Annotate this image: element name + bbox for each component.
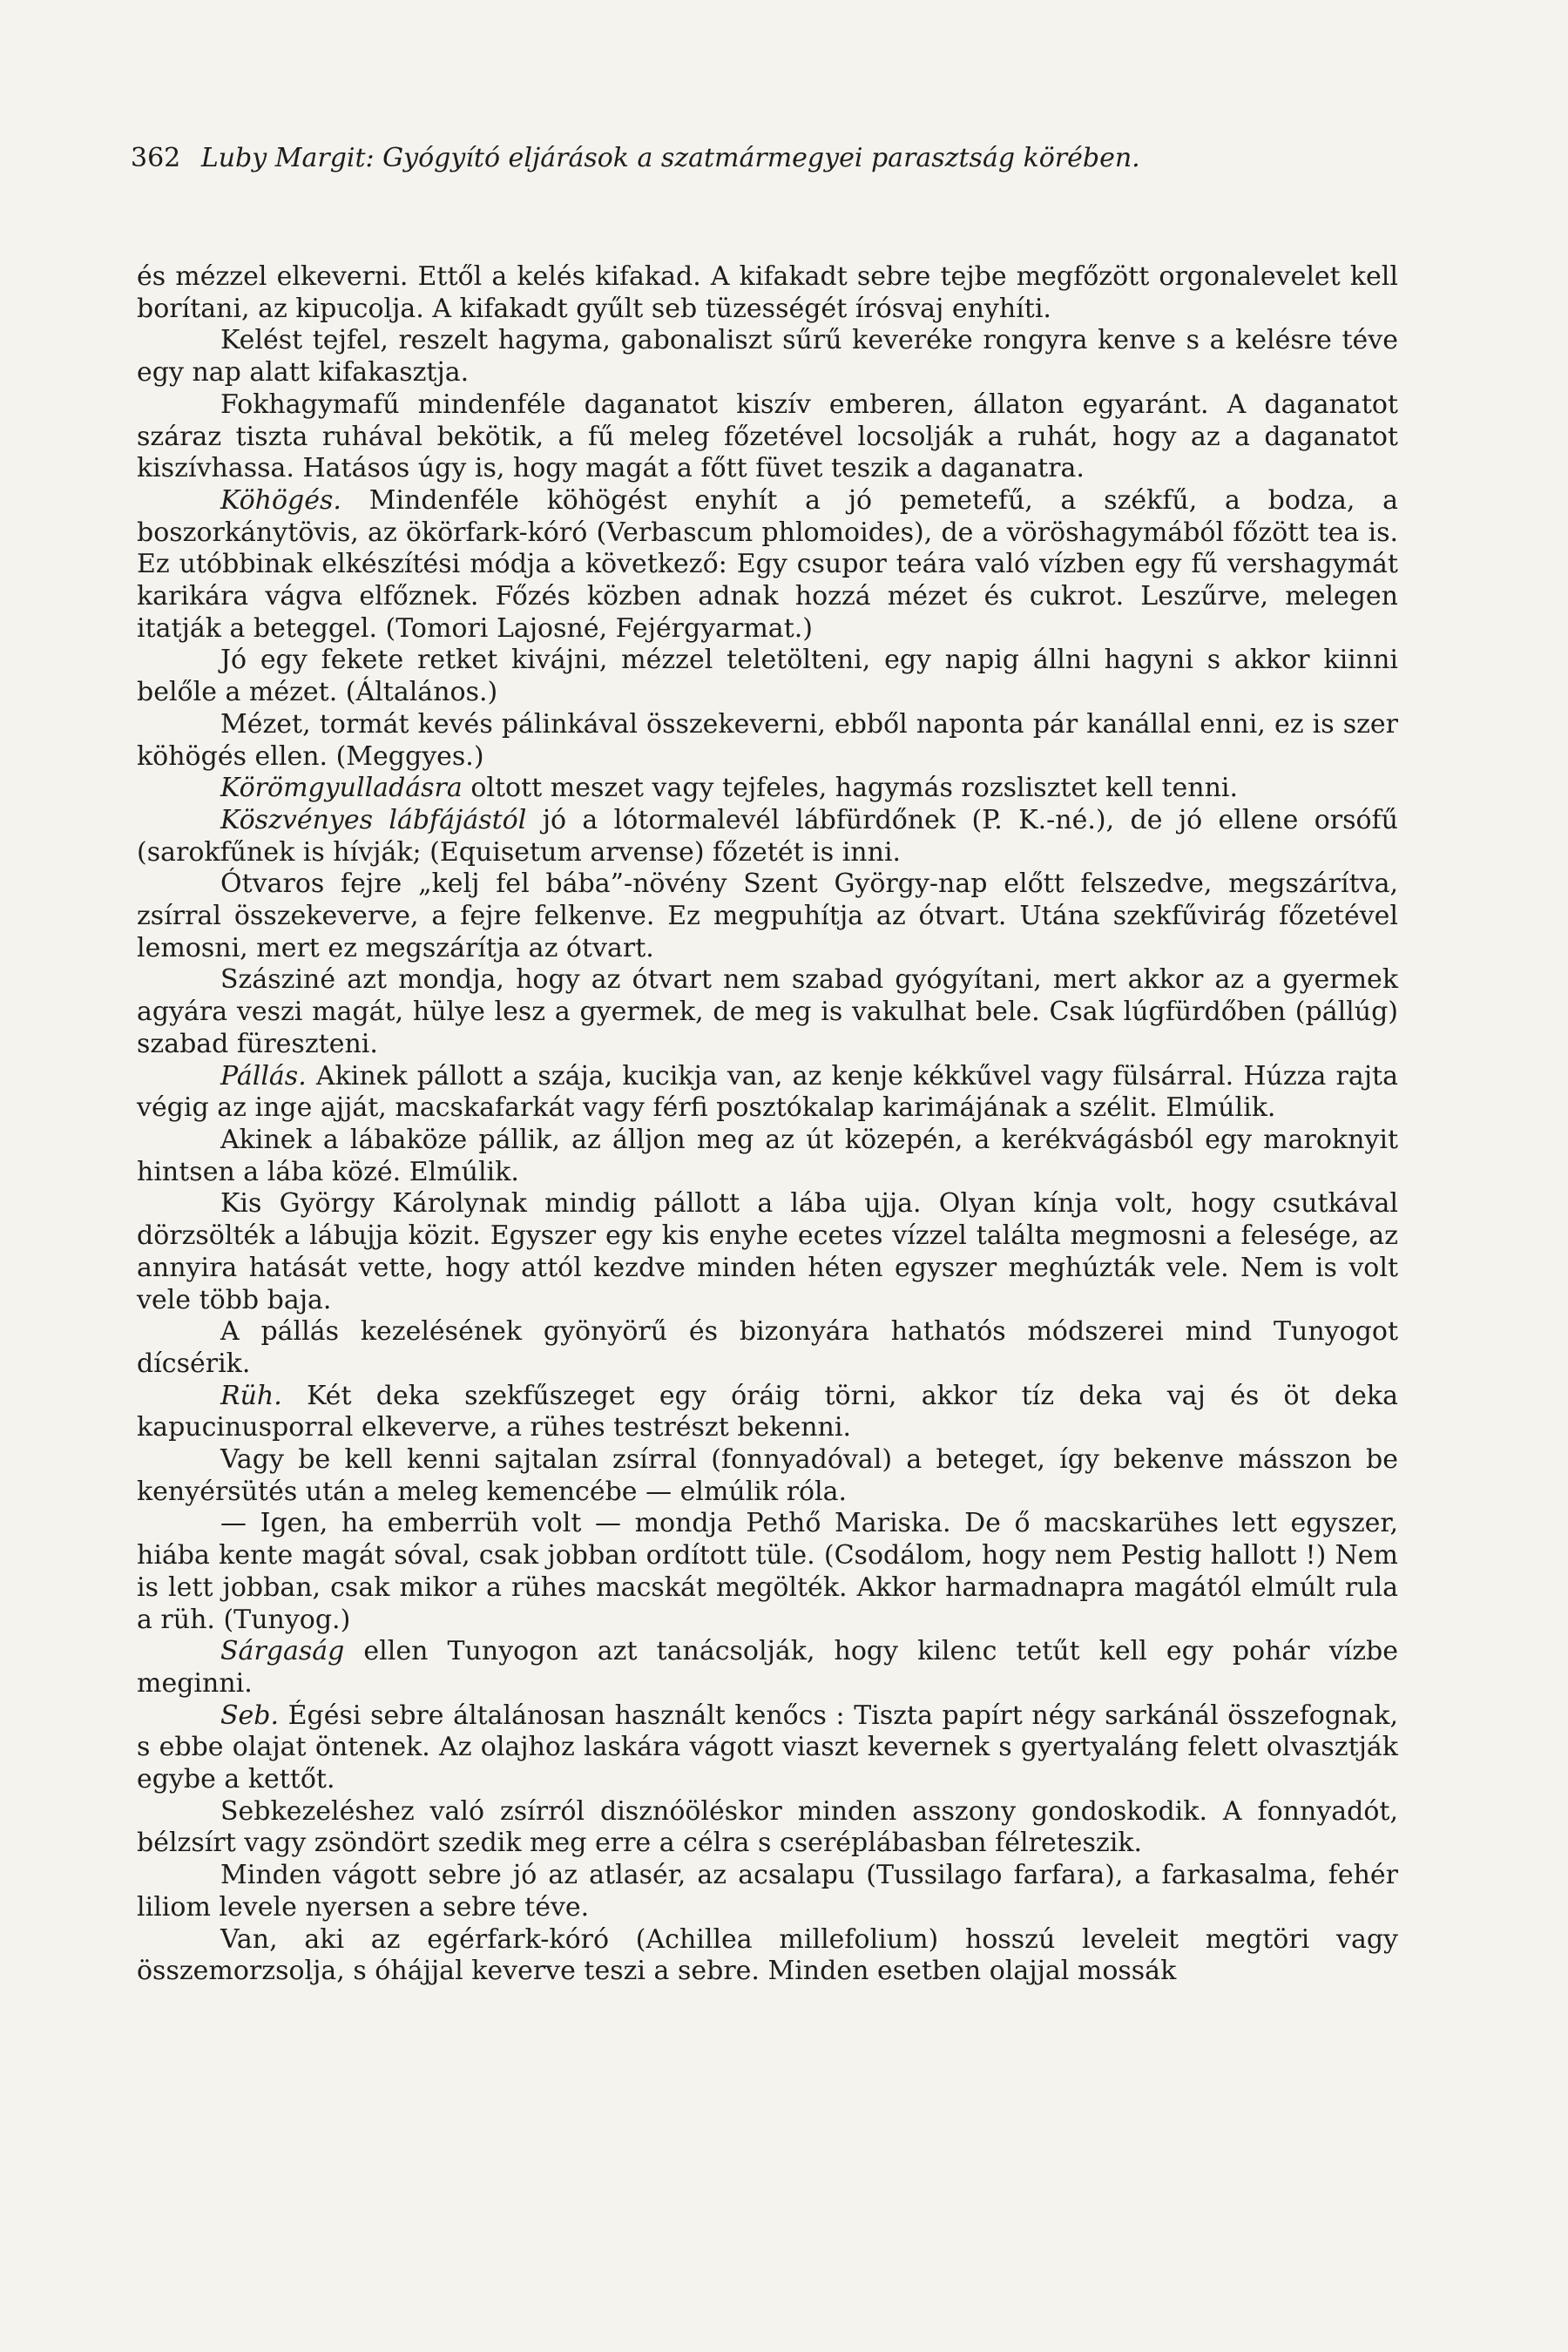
paragraph-text: jó a lótormalevél lábfürdőnek (P. K.-né.), de jó ellene orsófű (sarokfűnek is hívják; (Equisetum arvense) főzetét is inni. [137,804,1398,868]
paragraph-text: Szásziné azt mondja, hogy az ótvart nem szabad gyógyítani, mert akkor az a gyermek agyára veszi magát, hülye lesz a gyermek, de meg is vakulhat bele. Csak lúgfürdőben (pállúg) szabad füreszteni. [137,964,1398,1059]
paragraph-lead: Sárgaság [220,1636,345,1667]
paragraph-text: A pállás kezelésének gyönyörű és bizonyára hathatós módszerei mind Tunyogot dícsérik. [137,1316,1398,1379]
paragraph-text: Két deka szekfűszeget egy óráig törni, akkor tíz deka vaj és öt deka kapucinusporral elkeverve, a rühes testrészt bekenni. [137,1380,1398,1443]
paragraph [137,1316,1398,1380]
paragraph-text: Égési sebre általánosan használt kenőcs : Tiszta papírt négy sarkánál összefognak, s ebbe olajat öntenek. Az olajhoz laskára vágott viaszt kevernek s gyertyaláng felett olvasztják egybe a kettőt. [137,1700,1398,1795]
paragraph [137,1796,1398,1860]
paragraph-text: Fokhagymafű mindenféle daganatot kiszív emberen, állaton egyaránt. A daganatot száraz tiszta ruhával bekötik, a fű meleg főzetével locsolják a ruhát, hogy az a daganatot kiszívhassa. Hatásos úgy is, hogy magát a főtt füvet teszik a daganatra. [137,389,1398,484]
paragraph [137,389,1398,485]
paragraph-text: Jó egy fekete retket kivájni, mézzel teletölteni, egy napig állni hagyni s akkor kiinni belőle a mézet. (Általános.) [137,645,1398,708]
paragraph [137,709,1398,773]
paragraph [137,1924,1398,1988]
paragraph [137,868,1398,964]
paragraph-lead: Rüh. [220,1380,282,1411]
paragraph-text: Vagy be kell kenni sajtalan zsírral (fonnyadóval) a beteget, így bekenve másszon be kenyérsütés után a meleg kemencébe — elmúlik róla. [137,1444,1398,1507]
body-text [137,261,1398,1988]
paragraph-text: Sebkezeléshez való zsírról disznóöléskor minden asszony gondoskodik. A fonnyadót, bélzsírt vagy zsöndört szedik meg erre a célra s cseréplábasban félreteszik. [137,1795,1398,1859]
page-number: 362 [131,143,181,173]
running-title: Luby Margit: Gyógyító eljárások a szatmármegyei parasztság körében. [200,143,1140,173]
paragraph [137,1636,1398,1700]
paragraph-text: Kis György Károlynak mindig pállott a lába ujja. Olyan kínja volt, hogy csutkával dörzsölték a lábujja közit. Egyszer egy kis enyhe ecetes vízzel találta megmosni a felesége, az annyira hatását vette, hogy attól kezdve minden héten egyszer meghúzták vele. Nem is volt vele több baja. [137,1188,1398,1315]
paragraph [137,1444,1398,1508]
running-header [131,141,1140,176]
paragraph-text: Minden vágott sebre jó az atlasér, az acsalapu (Tussilago farfara), a farkasalma, fehér liliom levele nyersen a sebre téve. [137,1860,1398,1923]
paragraph-text: ellen Tunyogon azt tanácsolják, hogy kilenc tetűt kell egy pohár vízbe meginni. [137,1636,1399,1699]
paragraph-text: és mézzel elkeverni. Ettől a kelés kifakad. A kifakadt sebre tejbe megfőzött orgonalevelet kell borítani, az kipucolja. A kifakadt gyűlt seb tüzességét írósvaj enyhíti. [137,261,1398,324]
paragraph [137,1700,1398,1796]
paragraph-text: Kelést tejfel, reszelt hagyma, gabonaliszt sűrű keveréke rongyra kenve s a kelésre téve egy nap alatt kifakasztja. [137,325,1398,389]
paragraph [137,805,1398,868]
paragraph [137,645,1398,708]
paragraph-text: oltott meszet vagy tejfeles, hagymás rozslisztet kell tenni. [470,773,1239,804]
paragraph [137,325,1398,389]
paragraph [137,1125,1398,1188]
paragraph-text: Ótvaros fejre „kelj fel bába”-növény Szent György-nap előtt felszedve, megszárítva, zsírral összekeverve, a fejre felkenve. Ez megpuhítja az ótvart. Utána szekfűvirág főzetével lemosni, mert ez megszárítja az ótvart. [137,868,1398,963]
paragraph-text: Akinek pállott a szája, kucikja van, az kenje kékkűvel vagy fülsárral. Húzza rajta végig az inge ajját, macskafarkát vagy férfi posztókalap karimájának a szélit. Elmúlik. [137,1060,1398,1124]
paragraph-text: Akinek a lábaköze pállik, az álljon meg az út közepén, a kerékvágásból egy maroknyit hintsen a lába közé. Elmúlik. [137,1124,1398,1187]
paragraph-lead: Körömgyulladásra [220,773,463,804]
paragraph-lead: Seb. [220,1700,280,1731]
paragraph [137,1188,1398,1316]
paragraph-text: Mindenféle köhögést enyhít a jó pemetefű, a székfű, a bodza, a boszorkánytövis, az ökörfark-kóró (Verbascum phlomoides), de a vöröshagymából főzött tea is. Ez utóbbinak elkészítési módja a következő: Egy csupor teára való vízben egy fű vershagymát karikára vágva elfőznek. Főzés közben adnak hozzá mézet és cukrot. Leszűrve, melegen itatják a beteggel. (Tomori Lajosné, Fejérgyarmat.) [137,484,1398,644]
paragraph-lead: Köszvényes lábfájástól [220,804,527,835]
paragraph [137,773,1398,805]
paragraph-text: Van, aki az egérfark-kóró (Achillea millefolium) hosszú leveleit megtöri vagy összemorzsolja, s óhájjal keverve teszi a sebre. Minden esetben olajjal mossák [137,1923,1398,1987]
paragraph [137,964,1398,1060]
paragraph [137,261,1398,325]
paragraph-lead: Pállás. [220,1060,307,1092]
paragraph-text: Mézet, tormát kevés pálinkával összekeverni, ebből naponta pár kanállal enni, ez is szer köhögés ellen. (Meggyes.) [137,708,1398,772]
paragraph [137,1381,1398,1444]
paragraph [137,1508,1398,1636]
paragraph [137,1860,1398,1923]
paragraph-text: — Igen, ha emberrüh volt — mondja Pethő Mariska. De ő macskarühes lett egyszer, hiába kente magát sóval, csak jobban ordított tüle. (Csodálom, hogy nem Pestig hallott !) Nem is lett jobban, csak mikor a rühes macskát megölték. Akkor harmadnapra magától elmúlt rula a rüh. (Tunyog.) [137,1508,1398,1635]
paragraph-lead: Köhögés. [220,484,341,516]
paragraph [137,485,1398,645]
paragraph [137,1061,1398,1125]
